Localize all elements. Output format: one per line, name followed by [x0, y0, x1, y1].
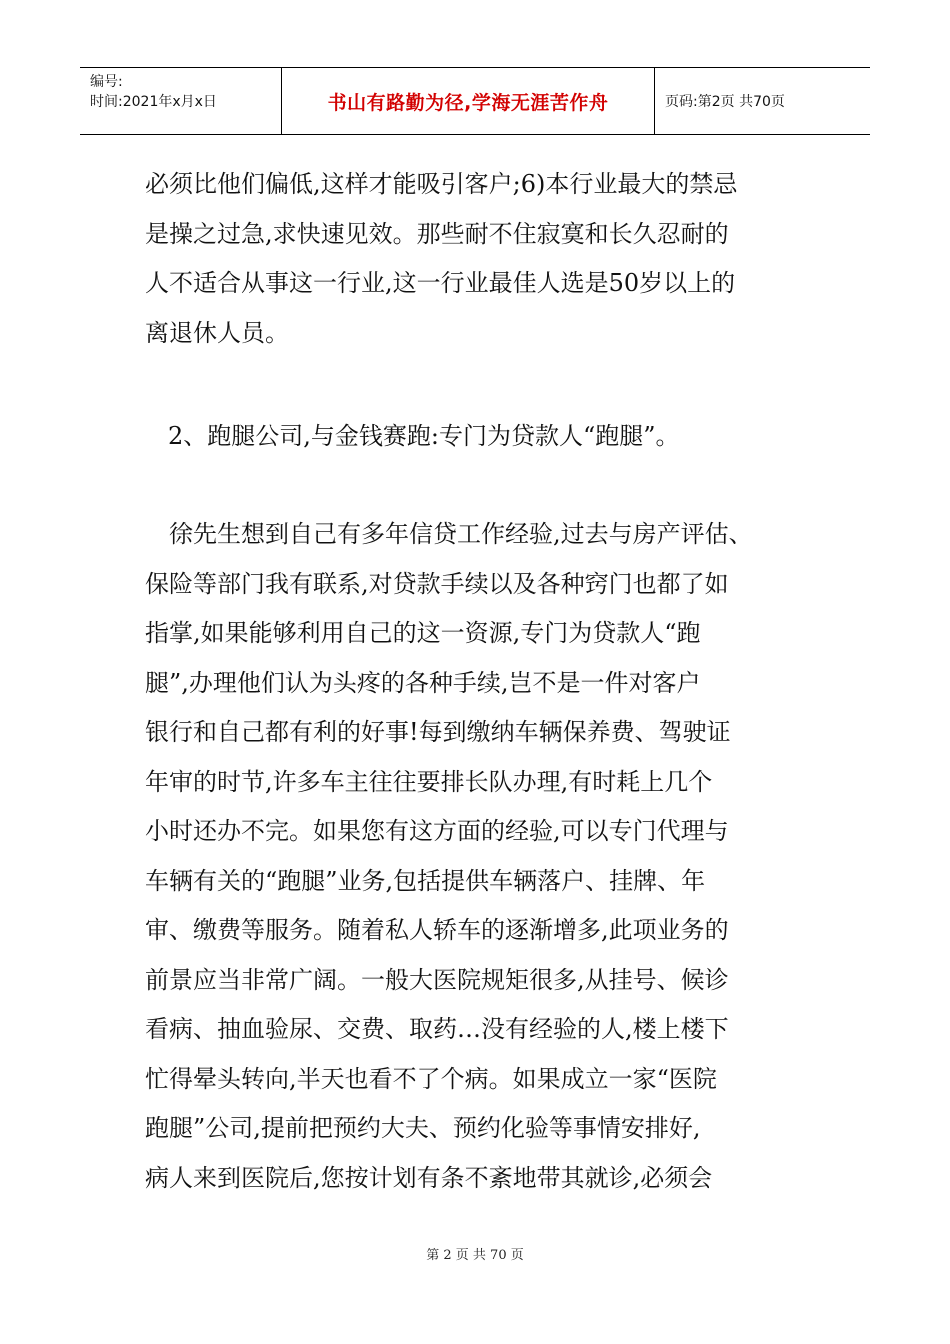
text-line: 必须比他们偏低,这样才能吸引客户;6)本行业最大的禁忌	[145, 170, 738, 198]
paragraph-2	[145, 510, 835, 1203]
text-line: 病人来到医院后,您按计划有条不紊地带其就诊,必须会	[145, 1163, 713, 1192]
header-motto-cell	[282, 68, 655, 134]
text-line: 保险等部门我有联系,对贷款手续以及各种窍门也都了如	[145, 569, 729, 598]
text-line: 人不适合从事这一行业,这一行业最佳人选是50岁以上的	[145, 269, 736, 297]
text-line: 审、缴费等服务。随着私人轿车的逐渐增多,此项业务的	[145, 916, 729, 944]
paragraph-text	[145, 160, 815, 358]
text-line: 年审的时节,许多车主往往要排长队办理,有时耗上几个	[145, 767, 713, 796]
page-footer: 第 2 页 共 70 页	[426, 1248, 524, 1263]
header-page-cell	[655, 68, 870, 134]
text-line: 小时还办不完。如果您有这方面的经验,可以专门代理与	[145, 817, 729, 845]
text-line: 跑腿”公司,提前把预约大夫、预约化验等事情安排好,	[145, 1114, 701, 1142]
text-line: 车辆有关的“跑腿”业务,包括提供车辆落户、挂牌、年	[145, 866, 706, 895]
text-line: 前景应当非常广阔。一般大医院规矩很多,从挂号、候诊	[145, 965, 729, 994]
doc-number-label: 编号:	[90, 74, 123, 90]
text-line: 离退休人员。	[145, 318, 289, 347]
header-motto: 书山有路勤为径,学海无涯苦作舟	[327, 91, 609, 114]
text-line: 腿”,办理他们认为头疼的各种手续,岂不是一件对客户	[145, 668, 701, 697]
document-header	[80, 67, 870, 135]
text-line: 忙得晕头转向,半天也看不了个病。如果成立一家“医院	[145, 1064, 717, 1093]
text-line: 银行和自己都有利的好事!每到缴纳车辆保养费、驾驶证	[145, 718, 731, 746]
section-heading: 2、跑腿公司,与金钱赛跑:专门为贷款人“跑腿”。	[168, 422, 680, 450]
text-line: 是操之过急,求快速见效。那些耐不住寂寞和长久忍耐的	[145, 219, 729, 248]
header-page-info: 页码:第2页 共70页	[665, 94, 785, 110]
text-line: 指掌,如果能够利用自己的这一资源,专门为贷款人“跑	[145, 619, 701, 647]
paragraph-1	[145, 160, 815, 358]
date-label: 时间:2021年x月x日	[90, 94, 217, 110]
text-line: 徐先生想到自己有多年信贷工作经验,过去与房产评估、	[145, 520, 753, 548]
header-meta-cell	[80, 68, 282, 134]
text-line: 看病、抽血验尿、交费、取药…没有经验的人,楼上楼下	[145, 1015, 729, 1043]
